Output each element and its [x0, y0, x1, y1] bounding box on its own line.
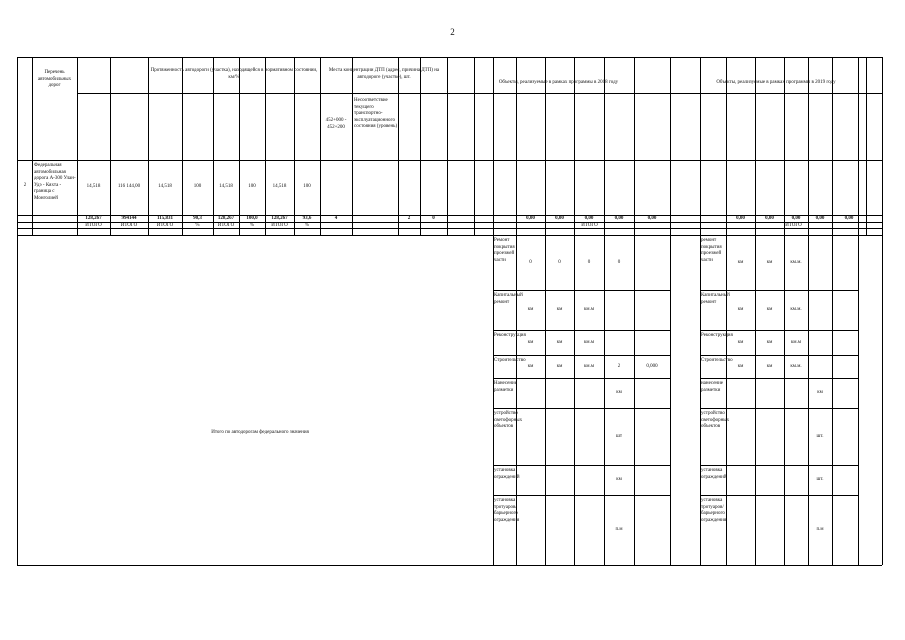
road-value: 100: [193, 184, 202, 189]
table-rule: [148, 57, 149, 235]
table-rule: [493, 355, 670, 356]
work-cell: шт.: [816, 477, 824, 482]
header-length: Протяженность автодороги (участка), находящейся в нормативном состоянии, км/%: [150, 68, 318, 80]
itogo-label: %: [304, 223, 310, 228]
total-2019-value: 0,00: [815, 216, 825, 221]
table-rule: [755, 235, 756, 565]
header-km-range: 452+000 - 452+200: [325, 118, 347, 130]
table-rule: [700, 465, 858, 466]
table-rule: [17, 57, 882, 58]
work-cell: км: [766, 339, 773, 345]
table-rule: [77, 57, 78, 235]
header-2018: Объекты, реализуемые в рамках программы в 2018 году: [498, 80, 619, 85]
work-cell: км.м.: [790, 363, 802, 369]
itogo-label: ИТОГО: [217, 223, 235, 228]
work-cell: км: [766, 259, 773, 265]
table-rule: [858, 235, 859, 565]
table-rule: [808, 235, 809, 565]
itogo-label: %: [195, 223, 200, 228]
table-rule: [110, 57, 111, 235]
total-2018-value: 0,00: [584, 216, 594, 221]
work-name: Капитальный ремонт: [494, 293, 523, 305]
total-2018-value: 0,00: [614, 216, 624, 221]
work-name: устройство светофорных объектов: [494, 411, 523, 429]
road-name: Федеральная автомобильная дорога А-300 Улан-Удэ - Кяхта - граница с Монголией: [34, 163, 76, 201]
total-value: 2: [407, 216, 411, 221]
work-name: установка ограждений: [494, 468, 520, 480]
table-rule: [493, 235, 670, 236]
total-value: 128,267: [217, 216, 235, 221]
table-rule: [17, 57, 18, 235]
table-rule: [700, 235, 858, 236]
table-rule: [700, 495, 858, 496]
work-name: установка ограждений: [701, 468, 727, 480]
table-rule: [700, 408, 858, 409]
itogo-label: ИТОГО: [156, 223, 174, 228]
work-cell: км.м: [583, 363, 594, 369]
table-rule: [726, 235, 727, 565]
itogo-2018: ИТОГО: [581, 223, 598, 228]
total-value: 128,267: [271, 216, 288, 221]
total-2018-value: 0,00: [647, 216, 657, 221]
total-2019-value: 0,00: [736, 216, 745, 221]
road-value: 100: [303, 184, 311, 189]
table-rule: [493, 408, 670, 409]
work-name: Капитальный ремонт: [701, 293, 730, 305]
table-rule: [17, 160, 882, 161]
table-rule: [700, 290, 858, 291]
itogo-label: ИТОГО: [271, 223, 288, 228]
table-rule: [493, 290, 670, 291]
itogo-2019: ИТОГО: [785, 223, 802, 228]
table-rule: [670, 235, 671, 565]
total-2019-value: 0,00: [791, 216, 801, 221]
work-cell: км: [737, 259, 744, 265]
work-name: Строительство: [701, 358, 733, 363]
total-value: 115,831: [157, 216, 173, 221]
road-value: 14,518: [158, 184, 172, 189]
table-rule: [447, 57, 448, 235]
table-rule: [77, 93, 320, 94]
table-rule: [493, 378, 670, 379]
work-cell: 0,000: [646, 363, 658, 369]
table-rule: [700, 378, 858, 379]
table-rule: [882, 235, 883, 565]
work-cell: км: [737, 339, 744, 345]
work-cell: км: [766, 363, 773, 369]
work-cell: км: [737, 307, 744, 312]
summary-label: Итого по автодорогам федерального значения: [211, 430, 309, 435]
work-cell: км.м.: [790, 259, 802, 265]
work-cell: п.м: [816, 527, 824, 532]
road-program-table: [17, 57, 882, 565]
itogo-label: ИТОГО: [85, 223, 102, 228]
work-name: нанесение разметки: [701, 381, 723, 393]
work-cell: км.м.: [790, 307, 802, 312]
work-cell: км: [616, 390, 622, 395]
work-cell: км: [527, 363, 534, 369]
total-value: 0: [432, 216, 435, 221]
road-value: 100: [248, 184, 256, 189]
total-value: 90,3: [193, 216, 202, 221]
table-rule: [634, 235, 635, 565]
table-rule: [882, 57, 883, 235]
work-cell: шт: [615, 433, 623, 439]
total-2018-value: 0,00: [555, 216, 564, 221]
total-2019-value: 0,00: [844, 216, 854, 221]
table-rule: [700, 565, 858, 566]
table-rule: [545, 235, 546, 565]
table-rule: [447, 93, 882, 94]
header-road-list: Перечень автомобильных дорог: [37, 70, 72, 88]
work-name: Строительство: [494, 358, 526, 363]
work-cell: шт.: [816, 433, 824, 439]
itogo-label: ИТОГО: [120, 223, 138, 228]
total-value: 4: [334, 216, 338, 221]
itogo-label: %: [249, 223, 255, 228]
work-name: установка тротуаров/барьерного ограждения: [494, 498, 520, 523]
work-name: ремонт покрытия проезжей части: [701, 238, 722, 263]
work-cell: км: [527, 339, 534, 345]
table-rule: [832, 235, 833, 565]
table-rule: [17, 235, 18, 565]
work-cell: км: [766, 307, 773, 312]
work-cell: 0: [587, 259, 591, 265]
table-rule: [320, 93, 447, 94]
table-rule: [700, 330, 858, 331]
work-cell: км: [556, 363, 563, 369]
total-value: 994144: [121, 216, 137, 221]
work-cell: км: [556, 339, 563, 345]
work-cell: км: [527, 307, 534, 312]
road-number: 2: [23, 183, 27, 188]
work-cell: п.м: [615, 527, 623, 532]
table-rule: [670, 57, 671, 235]
work-cell: 0: [617, 259, 621, 265]
work-name: устройство светофорных объектов: [701, 411, 730, 429]
work-cell: 2: [617, 363, 621, 369]
work-name: Реконструкция: [701, 333, 733, 338]
total-value: 128,267: [85, 216, 102, 221]
road-value: 14,518: [272, 184, 287, 189]
header-dtp: Места концентрации ДТП (адрес, причина ДТП) на автодороге (участке), шт.: [328, 68, 440, 80]
table-rule: [493, 330, 670, 331]
work-cell: км: [737, 363, 744, 369]
work-name: установка тротуаров/барьерного ограждения: [701, 498, 727, 523]
table-rule: [700, 355, 858, 356]
work-cell: 0: [558, 259, 561, 265]
table-rule: [493, 465, 670, 466]
work-cell: км: [817, 390, 823, 395]
table-rule: [320, 57, 321, 235]
work-cell: км: [556, 307, 563, 312]
page-number: 2: [450, 27, 455, 37]
work-cell: км.м: [583, 339, 594, 345]
work-name: Ремонт покрытия проезжей части: [494, 238, 515, 263]
table-rule: [493, 495, 670, 496]
table-rule: [604, 235, 605, 565]
table-rule: [17, 228, 882, 229]
road-value: 116 144,00: [117, 184, 141, 189]
total-2019-value: 0,00: [765, 216, 774, 221]
work-cell: 0: [529, 259, 532, 265]
work-cell: км.м: [583, 307, 594, 312]
work-name: Нанесение разметки: [494, 381, 517, 393]
total-value: 93,6: [302, 216, 312, 221]
work-cell: км.м: [790, 339, 801, 345]
table-rule: [493, 565, 670, 566]
work-name: Реконструкция: [494, 333, 526, 338]
work-cell: км: [616, 477, 622, 482]
header-2019: Объекты, реализуемые в рамках программы в 2019 году: [716, 80, 836, 85]
road-value: 14,518: [219, 184, 233, 189]
table-rule: [574, 235, 575, 565]
table-rule: [784, 235, 785, 565]
total-value: 100,0: [246, 216, 258, 221]
total-2018-value: 0,00: [526, 216, 535, 221]
header-dtp-reason: Несоответствие текущего транспортно-эксплуатационного состояния (уровень): [354, 98, 398, 129]
road-value: 14,518: [86, 184, 101, 189]
